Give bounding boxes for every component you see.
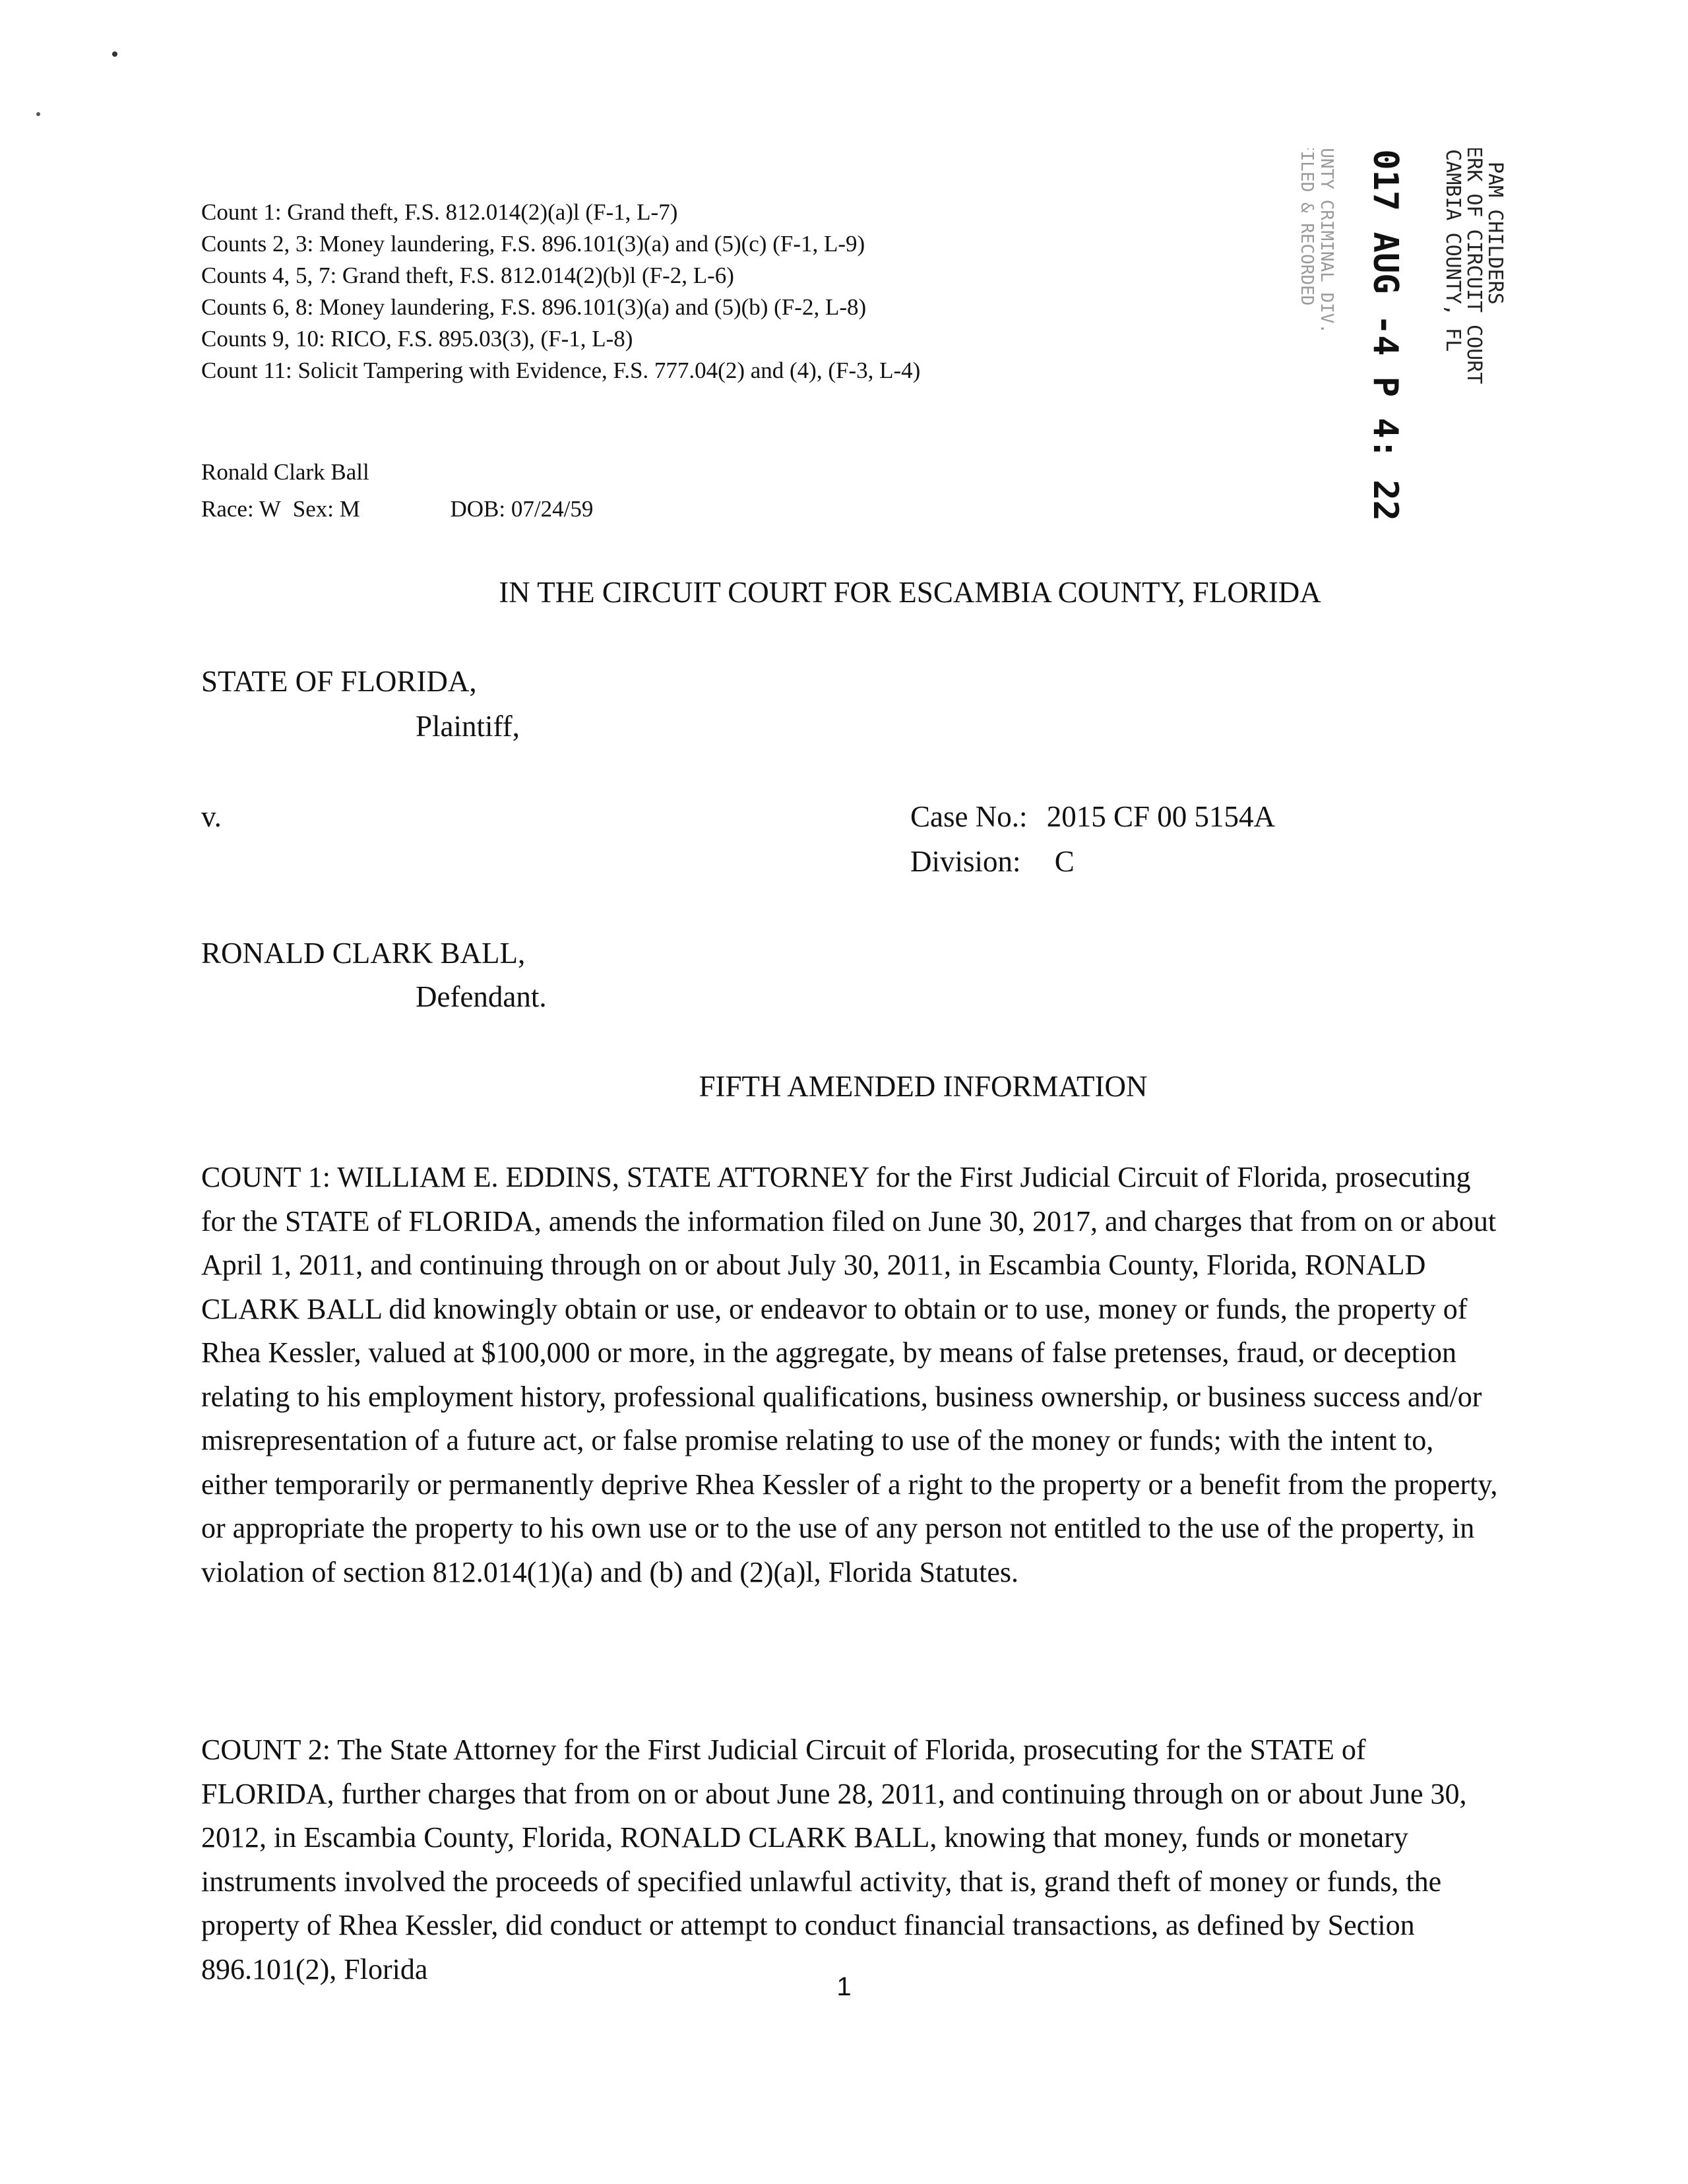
clerk-filing-stamp <box>1290 148 1514 531</box>
defendant-info-name: Ronald Clark Ball <box>201 459 369 485</box>
charge-line: Count 1: Grand theft, F.S. 812.014(2)(a)l (F-1, L-7) <box>201 199 678 225</box>
division <box>910 840 1075 883</box>
plaintiff-role: Plaintiff, <box>416 710 520 743</box>
charge-line: Count 11: Solicit Tampering with Evidence, F.S. 777.04(2) and (4), (F-3, L-4) <box>201 358 921 383</box>
division-value: C <box>1054 845 1075 878</box>
stamp-line: COUNTY CRIMINAL DIV. <box>1317 148 1336 334</box>
count-1-paragraph: COUNT 1: WILLIAM E. EDDINS, STATE ATTORNEY for the First Judicial Circuit of Florida, prosecuting for the STATE of FLORIDA, amends the information filed on June 30, 2017, and charges that from on or about April 1, 2011, and continuing through on or about July 30, 2011, in Escambia County, Florida, RONALD CLARK BALL did knowingly obtain or use, or endeavor to obtain or to use, money or funds, the property of Rhea Kessler, valued at $100,000 or more, in the aggregate, by means of false pretenses, fraud, or deception relating to his employment history, professional qualifications, business ownership, or business success and/or misrepresentation of a future act, or false promise relating to use of the money or funds; with the intent to, either temporarily or permanently deprive Rhea Kessler of a right to the property or a benefit from the property, or appropriate the property to his own use or to the use of any person not entitled to the use of the property, in violation of section 812.014(1)(a) and (b) and (2)(a)l, Florida Statutes. <box>201 1161 1498 1588</box>
case-number <box>910 795 1275 838</box>
stamp-line: PAM CHILDERS <box>1484 162 1507 305</box>
charges-list <box>201 197 1191 387</box>
court-title: IN THE CIRCUIT COURT FOR ESCAMBIA COUNTY, FLORIDA <box>499 576 1321 609</box>
stamp-line: 2017 AUG -4 P 4: 22 <box>1365 148 1405 521</box>
document-title: FIFTH AMENDED INFORMATION <box>699 1070 1148 1103</box>
page-number: 1 <box>836 1972 852 2001</box>
stamp-line: CLERK OF CIRCUIT COURT <box>1462 148 1485 385</box>
stamp-line: FILED & RECORDED <box>1297 148 1317 306</box>
plaintiff-name: STATE OF FLORIDA, <box>201 665 477 698</box>
case-number-label: Case No.: <box>910 800 1028 833</box>
versus: v. <box>201 800 222 833</box>
race: Race: W <box>201 496 281 522</box>
dob: DOB: 07/24/59 <box>450 496 594 522</box>
defendant-name: RONALD CLARK BALL, <box>201 937 526 970</box>
defendant-info <box>201 454 593 528</box>
charge-line: Counts 9, 10: RICO, F.S. 895.03(3), (F-1, L-8) <box>201 326 633 352</box>
scan-speck <box>112 51 117 57</box>
charge-line: Counts 6, 8: Money laundering, F.S. 896.101(3)(a) and (5)(b) (F-2, L-8) <box>201 294 867 320</box>
defendant-role: Defendant. <box>416 980 547 1013</box>
scan-speck <box>36 112 40 116</box>
charge-line: Counts 4, 5, 7: Grand theft, F.S. 812.014(2)(b)l (F-2, L-6) <box>201 263 734 288</box>
count-2-paragraph: COUNT 2: The State Attorney for the First Judicial Circuit of Florida, prosecuting for the STATE of FLORIDA, further charges that from on or about June 28, 2011, and continuing through on or about June 30, 2012, in Escambia County, Florida, RONALD CLARK BALL, knowing that money, funds or monetary instruments involved the proceeds of specified unlawful activity, that is, grand theft of money or funds, the property of Rhea Kessler, did conduct or attempt to conduct financial transactions, as defined by Section 896.101(2), Florida <box>201 1733 1467 1985</box>
charge-line: Counts 2, 3: Money laundering, F.S. 896.101(3)(a) and (5)(c) (F-1, L-9) <box>201 231 865 257</box>
sex: Sex: M <box>292 496 360 522</box>
division-label: Division: <box>910 845 1021 878</box>
case-number-value: 2015 CF 00 5154A <box>1046 800 1276 833</box>
defendant-info-details <box>201 491 593 528</box>
stamp-line: ESCAMBIA COUNTY, FL <box>1441 148 1464 352</box>
